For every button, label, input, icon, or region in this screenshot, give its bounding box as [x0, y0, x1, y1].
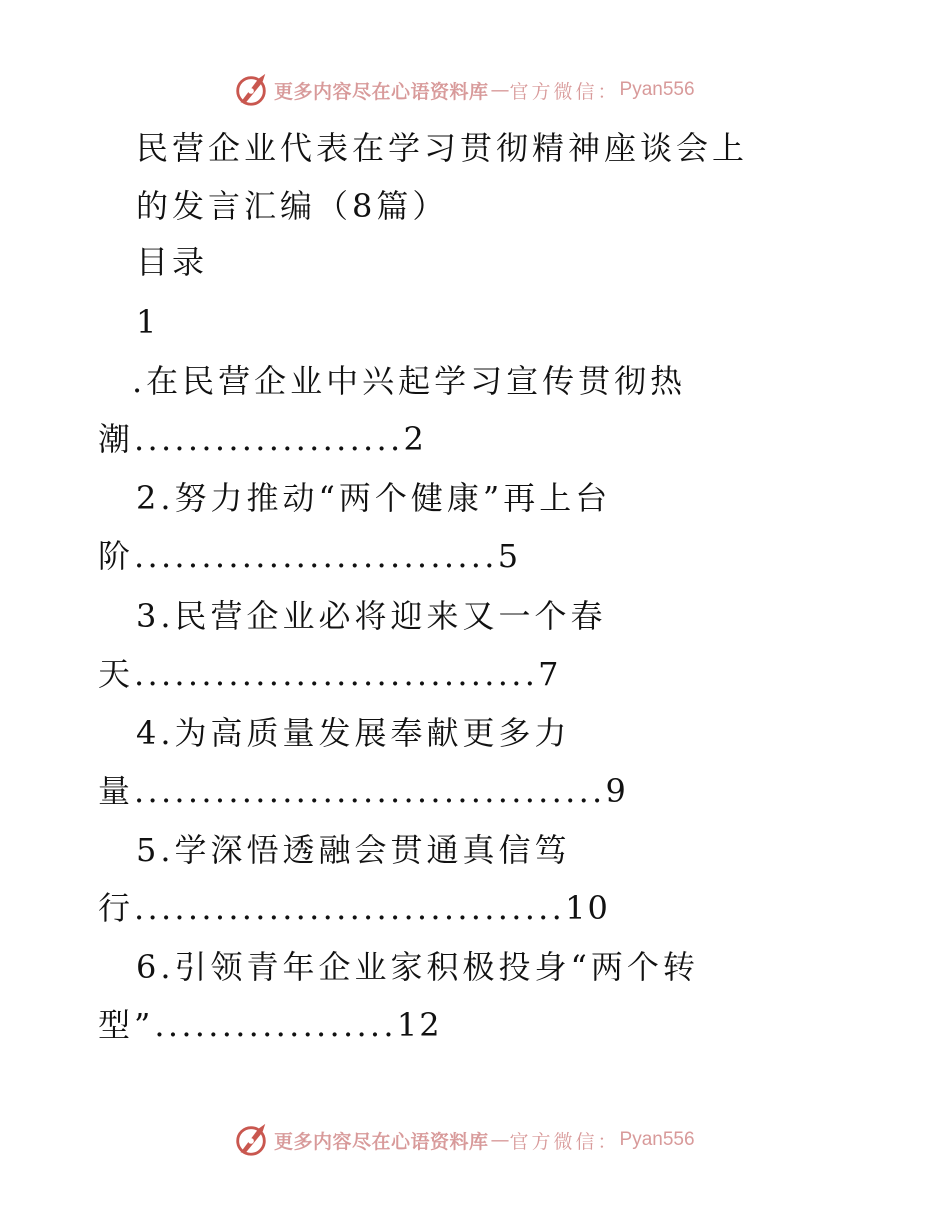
toc-entry-continuation [98, 771, 628, 811]
toc-entry-tail: 天 [98, 655, 135, 693]
toc-dot-leader: ........................... [134, 537, 498, 575]
toc-dot-leader: .................... [134, 420, 404, 458]
toc-heading: 目录 [136, 243, 209, 281]
toc-entry-title: 3.民营企业必将迎来又一个春 [136, 597, 607, 635]
watermark-account: Pyan556 [619, 79, 695, 100]
toc-entry-title: 2.努力推动“两个健康”再上台 [136, 479, 612, 517]
watermark-brand: 更多内容尽在心语资料库 [274, 1130, 489, 1153]
document-title-line-1: 民营企业代表在学习贯彻精神座谈会上 [136, 129, 749, 167]
watermark-account: Pyan556 [619, 1129, 695, 1150]
toc-dot-leader: ................................... [134, 772, 606, 810]
toc-entry-tail: 量 [98, 772, 135, 810]
quill-pen-seal-icon [232, 1121, 270, 1159]
toc-dot-leader: .................. [154, 1006, 397, 1044]
toc-entry-continuation [98, 888, 610, 928]
toc-page-number: 5 [497, 537, 521, 575]
toc-dot-leader: .............................. [134, 655, 539, 693]
toc-page-number: 12 [396, 1006, 442, 1044]
toc-entry-title: .在民营企业中兴起学习宣传贯彻热 [132, 362, 687, 400]
quill-pen-seal-icon [232, 71, 270, 109]
toc-entry-title: 5.学深悟透融会贯通真信笃 [136, 831, 571, 869]
watermark-separator: — [490, 79, 508, 101]
toc-dot-leader: ................................ [134, 889, 566, 927]
toc-entry-title: 4.为高质量发展奉献更多力 [136, 714, 571, 752]
toc-entry-title: 6.引领青年企业家积极投身“两个转 [136, 948, 699, 986]
toc-page-number: 9 [605, 772, 628, 810]
toc-entry-tail: 潮 [98, 420, 135, 458]
footer-watermark [232, 1120, 695, 1160]
toc-page-number: 10 [565, 889, 610, 927]
toc-entry-continuation [98, 654, 561, 694]
toc-entry-continuation [98, 536, 520, 576]
toc-page-number: 2 [403, 420, 426, 458]
toc-entry-tail: 阶 [98, 537, 135, 575]
toc-start-number: 1 [136, 303, 161, 341]
toc-entry-continuation [98, 419, 426, 459]
watermark-label: 官方微信： [509, 80, 620, 103]
toc-page-number: 7 [538, 655, 561, 693]
toc-entry-continuation [98, 1005, 442, 1045]
watermark-brand: 更多内容尽在心语资料库 [274, 80, 489, 103]
toc-entry-tail: 行 [98, 889, 135, 927]
watermark-separator: — [490, 1129, 508, 1151]
watermark-label: 官方微信： [509, 1130, 620, 1153]
document-title-line-2: 的发言汇编（8篇） [136, 187, 449, 225]
toc-entry-tail: 型” [98, 1006, 155, 1044]
header-watermark [232, 70, 695, 110]
